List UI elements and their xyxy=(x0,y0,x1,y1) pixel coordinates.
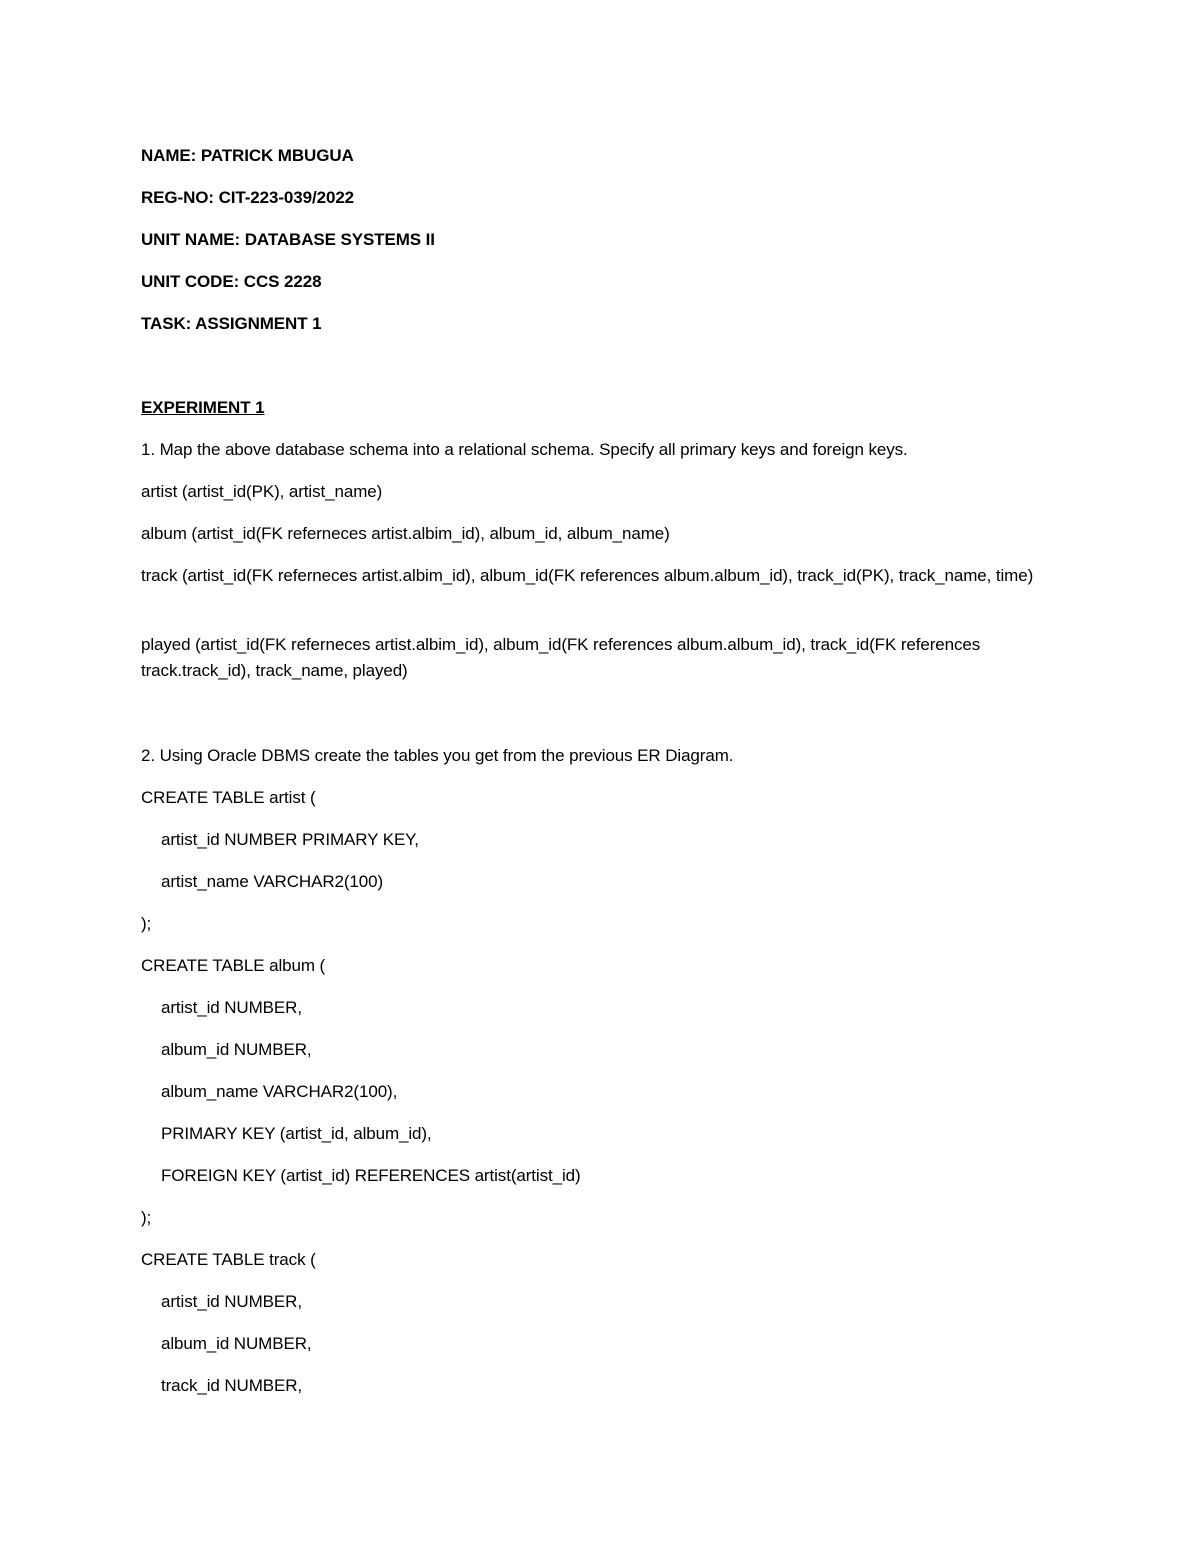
unit-code: UNIT CODE: CCS 2228 xyxy=(141,272,322,291)
question-2: 2. Using Oracle DBMS create the tables you get from the previous ER Diagram. xyxy=(141,746,734,765)
code-line: album_id NUMBER, xyxy=(161,1040,312,1059)
code-line: album_name VARCHAR2(100), xyxy=(161,1082,398,1101)
schema-artist: artist (artist_id(PK), artist_name) xyxy=(141,482,383,501)
code-line: ); xyxy=(141,914,152,933)
code-line: track_id NUMBER, xyxy=(161,1376,303,1395)
code-line: PRIMARY KEY (artist_id, album_id), xyxy=(161,1124,432,1143)
code-line: artist_name VARCHAR2(100) xyxy=(161,872,384,891)
code-line: artist_id NUMBER, xyxy=(161,1292,302,1311)
schema-track: track (artist_id(FK referneces artist.albim_id), album_id(FK references album.album_id), track_id(PK), track_name, time) xyxy=(141,566,1034,585)
code-line: CREATE TABLE album ( xyxy=(141,956,326,975)
code-line: FOREIGN KEY (artist_id) REFERENCES artist(artist_id) xyxy=(161,1166,581,1185)
task-title: TASK: ASSIGNMENT 1 xyxy=(141,314,322,333)
code-line: album_id NUMBER, xyxy=(161,1334,312,1353)
student-name: NAME: PATRICK MBUGUA xyxy=(141,146,354,165)
registration-number: REG-NO: CIT-223-039/2022 xyxy=(141,188,355,207)
experiment-heading: EXPERIMENT 1 xyxy=(141,398,265,417)
question-1: 1. Map the above database schema into a relational schema. Specify all primary keys and foreign keys. xyxy=(141,440,908,459)
code-line: CREATE TABLE track ( xyxy=(141,1250,316,1269)
schema-album: album (artist_id(FK referneces artist.albim_id), album_id, album_name) xyxy=(141,524,670,543)
unit-name: UNIT NAME: DATABASE SYSTEMS II xyxy=(141,230,435,249)
code-line: CREATE TABLE artist ( xyxy=(141,788,316,807)
code-line: ); xyxy=(141,1208,152,1227)
code-line: artist_id NUMBER PRIMARY KEY, xyxy=(161,830,419,849)
code-line: artist_id NUMBER, xyxy=(161,998,302,1017)
schema-played: played (artist_id(FK referneces artist.albim_id), album_id(FK references album.album_id), track_id(FK references track.track_id), track_name, played) xyxy=(141,635,981,680)
